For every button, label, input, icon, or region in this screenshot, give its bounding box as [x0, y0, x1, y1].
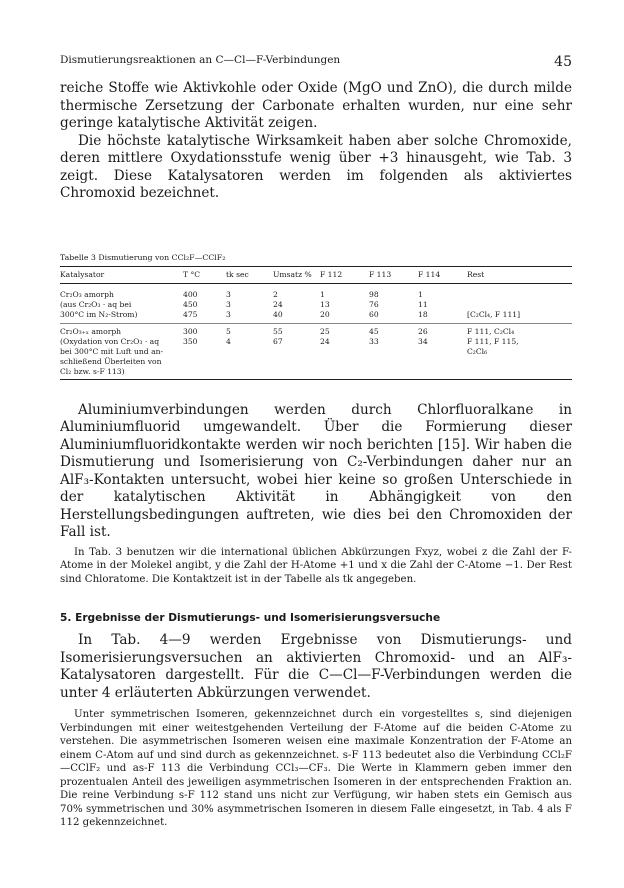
- running-title: Dismutierungsreaktionen an C—Cl—F-Verbindungen: [60, 54, 341, 66]
- table-cell: [369, 357, 418, 367]
- table-cell: 24: [320, 336, 330, 346]
- table-cell: 55: [273, 326, 283, 336]
- table-cell: 3: [226, 289, 231, 299]
- table-cell: 350: [183, 336, 198, 346]
- paragraph-1: reiche Stoffe wie Aktivkohle oder Oxide (MgO und ZnO), die durch milde thermische Zersetzung der Carbonate erhalten wurden, nur eine sehr geringe katalytische Aktivität zeigen.: [60, 80, 572, 131]
- table-row: [60, 357, 572, 367]
- col-header-f112: F 112: [320, 266, 369, 283]
- table-row: [60, 337, 572, 347]
- table-cell: (aus Cr₂O₃ · aq bei: [60, 299, 132, 309]
- col-header-f113: F 113: [369, 266, 418, 283]
- table-cell: 4: [226, 336, 231, 346]
- table-cell: Cl₂ bzw. s-F 113): [60, 367, 183, 380]
- table-caption: Tabelle 3 Dismutierung von CCl₂F—CClF₂: [60, 252, 226, 262]
- table-row: [60, 347, 572, 357]
- table-cell: F 111, F 115,: [467, 336, 519, 346]
- page: [60, 54, 572, 830]
- table-cell: C₂Cl₆: [467, 346, 488, 356]
- table-cell: 400: [183, 289, 198, 299]
- table-row: [60, 283, 572, 300]
- table-cell: 11: [418, 299, 428, 309]
- table-cell: [183, 347, 226, 357]
- table-cell: 33: [369, 336, 379, 346]
- table-cell: Cr₂O₃ amorph: [60, 289, 114, 299]
- col-header-f114: F 114: [418, 266, 467, 283]
- note-abbreviations: In Tab. 3 benutzen wir die international üblichen Abkürzungen Fxyz, wobei z die Zahl der F-Atome in der Molekel angibt, y die Zahl der H-Atome +1 und x die Zahl der C-Atome −1. Der Rest sind Chloratome. Die Kontaktzeit ist in der Tabelle als tk angegeben.: [60, 546, 572, 585]
- col-header-contact-time: tk sec: [226, 266, 273, 283]
- paragraph-3: Aluminiumverbindungen werden durch Chlorfluoralkane in Aluminiumfluorid umgewandelt. Über die Formierung dieser Aluminiumfluoridkontakte werden wir noch berichten [15]. Wir haben die Dismutierung und Isomerisierung von C₂-Verbindungen daher nur an AlF₃-Kontakten untersucht, wobei hier keine so großen Unterschiede in der katalytischen Aktivität in Abhängigkeit von den Herstellungsbedingungen auftreten, wie dies bei den Chromoxiden der Fall ist.: [60, 401, 572, 540]
- table-cell: 3: [226, 299, 231, 309]
- col-header-umsatz: Umsatz %: [273, 266, 320, 283]
- table-cell: schließend Überleiten von: [60, 356, 162, 366]
- section-heading: 5. Ergebnisse der Dismutierungs- und Isomerisierungsversuche: [60, 612, 441, 624]
- table-cell: [226, 347, 273, 357]
- table-row: [60, 323, 572, 337]
- table-group-cr2o3: [60, 283, 572, 323]
- table-cell: 67: [273, 336, 283, 346]
- table-cell: 5: [226, 326, 231, 336]
- table-row: [60, 300, 572, 310]
- table-cell: 34: [418, 336, 428, 346]
- table-cell: 1: [320, 289, 325, 299]
- table-cell: [320, 357, 369, 367]
- table-cell: 40: [273, 310, 320, 324]
- table-row: [60, 310, 572, 324]
- table-cell: 24: [273, 299, 283, 309]
- table-cell: 1: [418, 289, 423, 299]
- table-cell: F 111, C₂Cl₄: [467, 326, 515, 336]
- table-cell: [369, 347, 418, 357]
- table-cell: 26: [418, 326, 428, 336]
- table-cell: 13: [320, 299, 330, 309]
- table-cell: [369, 367, 418, 380]
- running-head: [60, 54, 572, 70]
- table-cell: [467, 283, 572, 300]
- table-cell: [273, 367, 320, 380]
- note-isomers: Unter symmetrischen Isomeren, gekennzeichnet durch ein vorgestelltes s, sind diejenigen Verbindungen mit einer weitestgehenden Verteilung der F-Atome auf die beiden C-Atome zu verstehen. Die asymmetrischen Isomeren weisen eine maximale Konzentration der F-Atome an einem C-Atom auf und sind durch as gekennzeichnet. s-F 113 bedeutet also die Verbindung CCl₂F—CClF₂ und as-F 113 die Verbindung CCl₃—CF₃. Die Werte in Klammern geben immer den prozentualen Anteil des jeweiligen asymmetrischen Isomeren in der entsprechenden Fraktion an. Die reine Verbindung s-F 112 stand uns nicht zur Verfügung, wir haben stets ein Gemisch aus 70% symmetrischen und 30% asymmetrischen Isomeren in diesem Falle eingesetzt, in Tab. 4 als F 112 gekennzeichnet.: [60, 709, 572, 828]
- table-cell: [183, 357, 226, 367]
- table-cell: [320, 367, 369, 380]
- table-cell: 450: [183, 299, 198, 309]
- col-header-rest: Rest: [467, 266, 572, 283]
- table-cell: 475: [183, 310, 226, 324]
- page-number: 45: [554, 54, 572, 70]
- table-cell: bei 300°C mit Luft und an-: [60, 346, 164, 356]
- table-cell: 45: [369, 326, 379, 336]
- table-cell: [273, 347, 320, 357]
- table-cell: 300°C im N₂-Strom): [60, 310, 183, 324]
- table-cell: [418, 347, 467, 357]
- table-row: [60, 367, 572, 380]
- table-cell: [226, 367, 273, 380]
- table-cell: 20: [320, 310, 369, 324]
- table-cell: 18: [418, 310, 467, 324]
- paragraph-2: Die höchste katalytische Wirksamkeit haben aber solche Chromoxide, deren mittlere Oxydationsstufe wenig über +3 hinausgeht, wie Tab. 3 zeigt. Diese Katalysatoren werden im folgenden als aktiviertes Chromoxid bezeichnet.: [60, 132, 572, 201]
- table-cell: 300: [183, 326, 198, 336]
- table-cell: (Oxydation von Cr₂O₃ · aq: [60, 336, 160, 346]
- table-cell: 98: [369, 289, 379, 299]
- table-cell: [418, 367, 467, 380]
- table-header-row: [60, 266, 572, 283]
- table-cell: [467, 357, 572, 367]
- table-cell: 3: [226, 310, 273, 324]
- table-group-cr2o3x: [60, 323, 572, 379]
- table-cell: [320, 347, 369, 357]
- table-cell: [467, 367, 572, 380]
- table-cell: 60: [369, 310, 418, 324]
- table-cell: 25: [320, 326, 330, 336]
- col-header-temperature: T °C: [183, 266, 226, 283]
- table-3: [60, 266, 572, 380]
- col-header-katalysator: Katalysator: [60, 266, 183, 283]
- table-cell: [183, 367, 226, 380]
- table-cell: [467, 300, 572, 310]
- table-cell: [226, 357, 273, 367]
- table-cell: 2: [273, 289, 278, 299]
- table-cell: 76: [369, 299, 379, 309]
- table-cell: [273, 357, 320, 367]
- table-cell: [C₂Cl₄, F 111]: [467, 310, 572, 324]
- table-cell: [418, 357, 467, 367]
- table-cell: Cr₂O₃₊ₓ amorph: [60, 326, 122, 336]
- paragraph-4: In Tab. 4—9 werden Ergebnisse von Dismutierungs- und Isomerisierungsversuchen an aktivierten Chromoxid- und an AlF₃-Katalysatoren dargestellt. Für die C—Cl—F-Verbindungen werden die unter 4 erläuterten Abkürzungen verwendet.: [60, 632, 572, 701]
